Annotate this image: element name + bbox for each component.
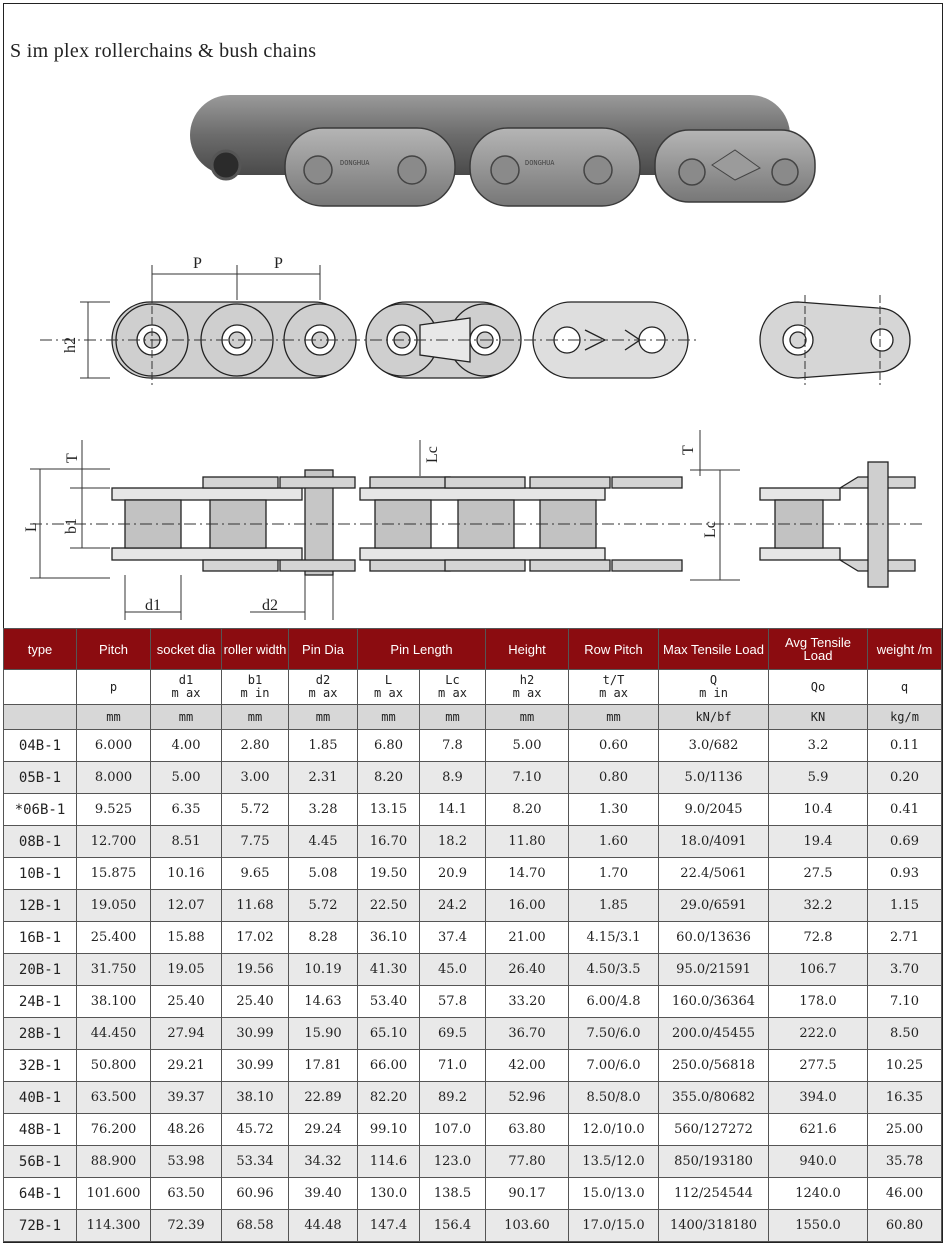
table-cell: 44.48 [289, 1210, 358, 1242]
table-cell: 277.5 [769, 1050, 868, 1082]
table-cell: 147.4 [358, 1210, 420, 1242]
table-cell: 13.5/12.0 [569, 1146, 659, 1178]
table-cell: 9.525 [77, 794, 151, 826]
table-cell: 6.00/4.8 [569, 986, 659, 1018]
table-cell: 24.2 [420, 890, 486, 922]
table-cell: 63.500 [77, 1082, 151, 1114]
table-cell: 106.7 [769, 954, 868, 986]
table-cell: 4.45 [289, 826, 358, 858]
table-cell: 88.900 [77, 1146, 151, 1178]
table-cell: 4.50/3.5 [569, 954, 659, 986]
table-row [4, 954, 942, 986]
label-Lc-right: Lc [702, 521, 719, 538]
table-row [4, 1082, 942, 1114]
unit-cell [4, 705, 77, 730]
table-cell: 60.96 [222, 1178, 289, 1210]
table-cell: 8.50 [868, 1018, 942, 1050]
table-cell: 45.72 [222, 1114, 289, 1146]
label-b1: b1 [63, 518, 80, 534]
unit-cell: KN [769, 705, 868, 730]
table-cell: 48.26 [151, 1114, 222, 1146]
table-cell: 2.71 [868, 922, 942, 954]
chain-type-cell: 16B-1 [4, 922, 77, 954]
header-max-tensile-load: Max Tensile Load [659, 629, 769, 670]
table-cell: 32.2 [769, 890, 868, 922]
table-cell: 29.0/6591 [659, 890, 769, 922]
table-cell: 41.30 [358, 954, 420, 986]
table-cell: 53.98 [151, 1146, 222, 1178]
table-cell: 0.69 [868, 826, 942, 858]
label-T-left: T [64, 453, 81, 463]
table-cell: 10.16 [151, 858, 222, 890]
header-row-pitch: Row Pitch [569, 629, 659, 670]
table-cell: 69.5 [420, 1018, 486, 1050]
table-cell: 250.0/56818 [659, 1050, 769, 1082]
table-cell: 0.41 [868, 794, 942, 826]
table-cell: 5.00 [486, 730, 569, 762]
unit-cell: mm [358, 705, 420, 730]
table-cell: 13.15 [358, 794, 420, 826]
table-cell: 850/193180 [659, 1146, 769, 1178]
table-cell: 1.15 [868, 890, 942, 922]
table-cell: 7.75 [222, 826, 289, 858]
table-row [4, 1114, 942, 1146]
table-cell: 9.0/2045 [659, 794, 769, 826]
table-cell: 19.050 [77, 890, 151, 922]
label-T-right: T [680, 445, 697, 455]
table-cell: 68.58 [222, 1210, 289, 1242]
table-cell: 5.00 [151, 762, 222, 794]
table-cell: 37.4 [420, 922, 486, 954]
table-cell: 72.8 [769, 922, 868, 954]
header-pin-length: Pin Length [358, 629, 486, 670]
table-cell: 112/254544 [659, 1178, 769, 1210]
table-cell: 14.70 [486, 858, 569, 890]
table-body [4, 730, 942, 1242]
table-cell: 394.0 [769, 1082, 868, 1114]
table-cell: 123.0 [420, 1146, 486, 1178]
table-row [4, 1050, 942, 1082]
table-cell: 8.20 [486, 794, 569, 826]
label-d1: d1 [145, 597, 161, 614]
table-cell: 17.0/15.0 [569, 1210, 659, 1242]
table-cell: 27.94 [151, 1018, 222, 1050]
table-cell: 21.00 [486, 922, 569, 954]
table-cell: 18.0/4091 [659, 826, 769, 858]
symbol-cell: h2 m ax [486, 670, 569, 705]
table-cell: 11.80 [486, 826, 569, 858]
table-row [4, 794, 942, 826]
table-cell: 5.08 [289, 858, 358, 890]
page-title: S im plex rollerchains & bush chains [10, 40, 317, 62]
table-row [4, 890, 942, 922]
table-group-header-row [4, 629, 942, 670]
table-cell: 10.4 [769, 794, 868, 826]
table-cell: 63.50 [151, 1178, 222, 1210]
table-cell: 42.00 [486, 1050, 569, 1082]
symbol-cell: Q m in [659, 670, 769, 705]
table-cell: 7.10 [868, 986, 942, 1018]
table-cell: 15.90 [289, 1018, 358, 1050]
table-row [4, 730, 942, 762]
table-cell: 17.02 [222, 922, 289, 954]
table-cell: 29.24 [289, 1114, 358, 1146]
table-cell: 14.63 [289, 986, 358, 1018]
label-pitch-1: P [193, 255, 202, 272]
chain-type-cell: 72B-1 [4, 1210, 77, 1242]
symbol-cell: b1 m in [222, 670, 289, 705]
chain-type-cell: 12B-1 [4, 890, 77, 922]
table-cell: 130.0 [358, 1178, 420, 1210]
table-row [4, 762, 942, 794]
table-cell: 7.50/6.0 [569, 1018, 659, 1050]
table-cell: 18.2 [420, 826, 486, 858]
table-cell: 10.19 [289, 954, 358, 986]
table-cell: 22.89 [289, 1082, 358, 1114]
table-cell: 0.93 [868, 858, 942, 890]
table-cell: 25.00 [868, 1114, 942, 1146]
table-cell: 178.0 [769, 986, 868, 1018]
table-cell: 940.0 [769, 1146, 868, 1178]
table-cell: 355.0/80682 [659, 1082, 769, 1114]
table-cell: 101.600 [77, 1178, 151, 1210]
table-cell: 77.80 [486, 1146, 569, 1178]
chain-type-cell: 24B-1 [4, 986, 77, 1018]
table-cell: 35.78 [868, 1146, 942, 1178]
table-cell: 34.32 [289, 1146, 358, 1178]
table-cell: 15.875 [77, 858, 151, 890]
label-Lc-middle: Lc [424, 446, 441, 463]
table-cell: 8.51 [151, 826, 222, 858]
table-cell: 4.00 [151, 730, 222, 762]
table-row [4, 1018, 942, 1050]
table-cell: 14.1 [420, 794, 486, 826]
header-roller-width: roller width [222, 629, 289, 670]
table-cell: 39.37 [151, 1082, 222, 1114]
table-cell: 45.0 [420, 954, 486, 986]
table-cell: 8.50/8.0 [569, 1082, 659, 1114]
table-cell: 9.65 [222, 858, 289, 890]
table-cell: 15.0/13.0 [569, 1178, 659, 1210]
table-cell: 46.00 [868, 1178, 942, 1210]
table-cell: 5.9 [769, 762, 868, 794]
table-cell: 103.60 [486, 1210, 569, 1242]
table-cell: 156.4 [420, 1210, 486, 1242]
table-cell: 6.35 [151, 794, 222, 826]
table-cell: 72.39 [151, 1210, 222, 1242]
label-pitch-2: P [274, 255, 283, 272]
symbol-cell [4, 670, 77, 705]
table-cell: 19.05 [151, 954, 222, 986]
table-symbol-row [4, 670, 942, 705]
table-cell: 52.96 [486, 1082, 569, 1114]
table-cell: 1.85 [289, 730, 358, 762]
chain-type-cell: 56B-1 [4, 1146, 77, 1178]
table-cell: 19.56 [222, 954, 289, 986]
table-cell: 107.0 [420, 1114, 486, 1146]
table-cell: 12.700 [77, 826, 151, 858]
chain-spec-table [3, 628, 942, 1242]
table-cell: 5.72 [289, 890, 358, 922]
header-weight: weight /m [868, 629, 942, 670]
table-cell: 19.50 [358, 858, 420, 890]
table-cell: 29.21 [151, 1050, 222, 1082]
table-cell: 16.00 [486, 890, 569, 922]
table-cell: 222.0 [769, 1018, 868, 1050]
table-cell: 1.60 [569, 826, 659, 858]
symbol-cell: Lc m ax [420, 670, 486, 705]
table-cell: 65.10 [358, 1018, 420, 1050]
label-L: L [23, 522, 40, 532]
table-cell: 30.99 [222, 1018, 289, 1050]
table-cell: 25.40 [222, 986, 289, 1018]
unit-cell: kg/m [868, 705, 942, 730]
label-d2: d2 [262, 597, 278, 614]
chain-type-cell: 08B-1 [4, 826, 77, 858]
table-cell: 22.50 [358, 890, 420, 922]
table-cell: 3.0/682 [659, 730, 769, 762]
table-cell: 0.80 [569, 762, 659, 794]
table-cell: 22.4/5061 [659, 858, 769, 890]
table-cell: 44.450 [77, 1018, 151, 1050]
table-cell: 160.0/36364 [659, 986, 769, 1018]
table-cell: 36.70 [486, 1018, 569, 1050]
table-cell: 1240.0 [769, 1178, 868, 1210]
table-cell: 7.10 [486, 762, 569, 794]
table-cell: 17.81 [289, 1050, 358, 1082]
table-cell: 0.11 [868, 730, 942, 762]
table-cell: 15.88 [151, 922, 222, 954]
table-cell: 16.70 [358, 826, 420, 858]
table-cell: 11.68 [222, 890, 289, 922]
chain-type-cell: 28B-1 [4, 1018, 77, 1050]
header-height: Height [486, 629, 569, 670]
table-cell: 8.20 [358, 762, 420, 794]
table-cell: 6.000 [77, 730, 151, 762]
symbol-cell: Qo [769, 670, 868, 705]
table-cell: 8.000 [77, 762, 151, 794]
symbol-cell: d2 m ax [289, 670, 358, 705]
chain-type-cell: 40B-1 [4, 1082, 77, 1114]
table-cell: 39.40 [289, 1178, 358, 1210]
table-cell: 99.10 [358, 1114, 420, 1146]
header-pin-dia: Pin Dia [289, 629, 358, 670]
table-cell: 1.85 [569, 890, 659, 922]
table-cell: 3.28 [289, 794, 358, 826]
symbol-cell: p [77, 670, 151, 705]
table-cell: 38.10 [222, 1082, 289, 1114]
chain-type-cell: 10B-1 [4, 858, 77, 890]
table-cell: 53.34 [222, 1146, 289, 1178]
table-row [4, 986, 942, 1018]
table-cell: 82.20 [358, 1082, 420, 1114]
table-cell: 95.0/21591 [659, 954, 769, 986]
table-cell: 3.70 [868, 954, 942, 986]
table-cell: 560/127272 [659, 1114, 769, 1146]
table-row [4, 826, 942, 858]
table-cell: 114.300 [77, 1210, 151, 1242]
plate-stamp-2: DONGHUA [525, 159, 555, 167]
unit-cell: mm [222, 705, 289, 730]
table-unit-row [4, 705, 942, 730]
table-cell: 76.200 [77, 1114, 151, 1146]
table-row [4, 858, 942, 890]
chain-type-cell: 48B-1 [4, 1114, 77, 1146]
table-cell: 60.80 [868, 1210, 942, 1242]
table-cell: 1400/318180 [659, 1210, 769, 1242]
symbol-cell: q [868, 670, 942, 705]
table-cell: 1550.0 [769, 1210, 868, 1242]
table-cell: 5.0/1136 [659, 762, 769, 794]
table-cell: 200.0/45455 [659, 1018, 769, 1050]
chain-type-cell: 05B-1 [4, 762, 77, 794]
unit-cell: mm [569, 705, 659, 730]
table-cell: 1.30 [569, 794, 659, 826]
unit-cell: mm [77, 705, 151, 730]
table-cell: 1.70 [569, 858, 659, 890]
table-cell: 33.20 [486, 986, 569, 1018]
symbol-cell: t/T m ax [569, 670, 659, 705]
unit-cell: mm [486, 705, 569, 730]
table-cell: 53.40 [358, 986, 420, 1018]
table-cell: 8.28 [289, 922, 358, 954]
symbol-cell: d1 m ax [151, 670, 222, 705]
table-cell: 20.9 [420, 858, 486, 890]
table-cell: 71.0 [420, 1050, 486, 1082]
table-cell: 8.9 [420, 762, 486, 794]
table-cell: 60.0/13636 [659, 922, 769, 954]
table-cell: 63.80 [486, 1114, 569, 1146]
table-cell: 3.2 [769, 730, 868, 762]
table-cell: 6.80 [358, 730, 420, 762]
table-row [4, 1178, 942, 1210]
table-cell: 2.80 [222, 730, 289, 762]
table-cell: 19.4 [769, 826, 868, 858]
table-row [4, 1210, 942, 1242]
unit-cell: mm [289, 705, 358, 730]
table-cell: 4.15/3.1 [569, 922, 659, 954]
table-cell: 621.6 [769, 1114, 868, 1146]
table-cell: 66.00 [358, 1050, 420, 1082]
table-cell: 5.72 [222, 794, 289, 826]
table-cell: 10.25 [868, 1050, 942, 1082]
table-cell: 90.17 [486, 1178, 569, 1210]
table-cell: 89.2 [420, 1082, 486, 1114]
table-cell: 2.31 [289, 762, 358, 794]
table-cell: 138.5 [420, 1178, 486, 1210]
unit-cell: mm [151, 705, 222, 730]
table-cell: 12.07 [151, 890, 222, 922]
label-h2: h2 [62, 337, 79, 353]
table-cell: 25.400 [77, 922, 151, 954]
table-cell: 0.20 [868, 762, 942, 794]
chain-photo [190, 95, 815, 206]
chain-type-cell: 64B-1 [4, 1178, 77, 1210]
unit-cell: mm [420, 705, 486, 730]
unit-cell: kN/bf [659, 705, 769, 730]
table-cell: 26.40 [486, 954, 569, 986]
table-row [4, 922, 942, 954]
table-cell: 7.8 [420, 730, 486, 762]
table-row [4, 1146, 942, 1178]
table-cell: 3.00 [222, 762, 289, 794]
table-cell: 16.35 [868, 1082, 942, 1114]
table-cell: 36.10 [358, 922, 420, 954]
header-type: type [4, 629, 77, 670]
symbol-cell: L m ax [358, 670, 420, 705]
table-cell: 27.5 [769, 858, 868, 890]
plate-stamp-1: DONGHUA [340, 159, 370, 167]
table-cell: 30.99 [222, 1050, 289, 1082]
header-socket-dia: socket dia [151, 629, 222, 670]
chain-type-cell: 32B-1 [4, 1050, 77, 1082]
table-cell: 114.6 [358, 1146, 420, 1178]
chain-type-cell: 04B-1 [4, 730, 77, 762]
table-cell: 25.40 [151, 986, 222, 1018]
table-cell: 31.750 [77, 954, 151, 986]
table-cell: 0.60 [569, 730, 659, 762]
table-cell: 57.8 [420, 986, 486, 1018]
table-cell: 12.0/10.0 [569, 1114, 659, 1146]
chain-type-cell: *06B-1 [4, 794, 77, 826]
table-cell: 38.100 [77, 986, 151, 1018]
side-view-drawing [760, 302, 910, 378]
table-cell: 7.00/6.0 [569, 1050, 659, 1082]
header-pitch: Pitch [77, 629, 151, 670]
chain-type-cell: 20B-1 [4, 954, 77, 986]
table-cell: 50.800 [77, 1050, 151, 1082]
header-avg-tensile-load: Avg Tensile Load [769, 629, 868, 670]
